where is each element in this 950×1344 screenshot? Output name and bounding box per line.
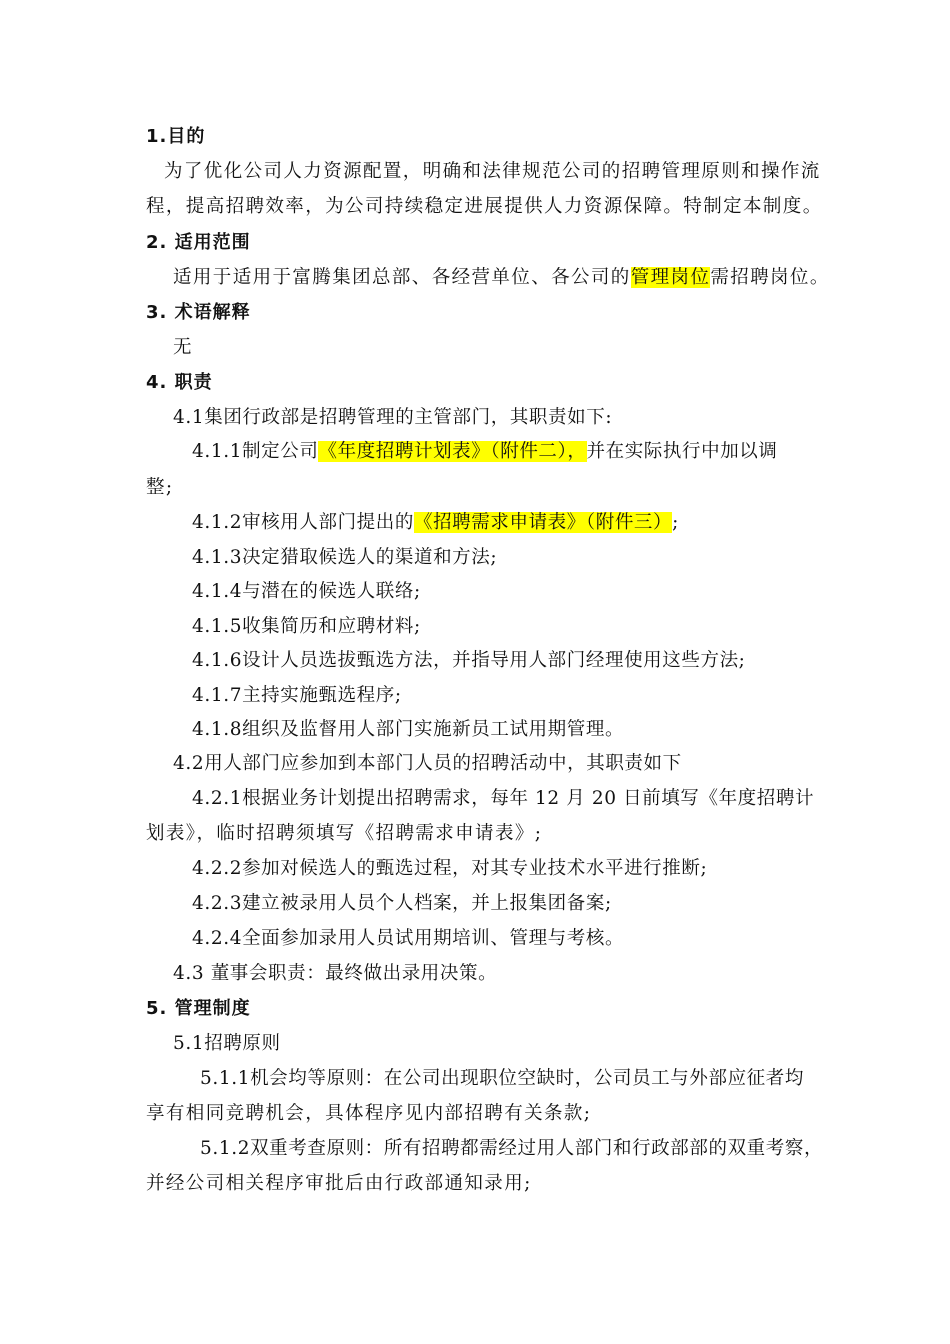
scope-text-post: 需招聘岗位。 xyxy=(710,267,830,288)
item-4-1-2 xyxy=(192,510,679,536)
item-4-1-1 xyxy=(192,439,778,465)
highlight-management-posts: 管理岗位 xyxy=(630,267,711,288)
item-4-2-1-continuation: 划表》，临时招聘须填写《招聘需求申请表》; xyxy=(146,823,543,844)
section-1-heading: 1.目的 xyxy=(146,126,206,147)
item-4-1-8: 4.1.8组织及监督用人部门实施新员工试用期管理。 xyxy=(192,719,625,740)
item-4-1-5: 4.1.5收集简历和应聘材料; xyxy=(192,616,421,637)
item-5-1: 5.1招聘原则 xyxy=(173,1033,281,1054)
section-3-paragraph: 无 xyxy=(173,337,193,358)
section-5-heading: 5. 管理制度 xyxy=(146,998,251,1019)
highlight-demand-request-form: 《招聘需求申请表》（附件三） xyxy=(413,512,673,533)
item-4-3: 4.3 董事会职责：最终做出录用决策。 xyxy=(173,963,498,984)
scope-text-pre: 适用于适用于富腾集团总部、各经营单位、各公司的 xyxy=(173,267,631,288)
item-4-1-1-post: 并在实际执行中加以调 xyxy=(586,441,778,462)
section-2-heading: 2. 适用范围 xyxy=(146,232,251,253)
item-4-1-3: 4.1.3决定猎取候选人的渠道和方法; xyxy=(192,547,498,568)
section-1-paragraph-line-1: 为了优化公司人力资源配置，明确和法律规范公司的招聘管理原则和操作流 xyxy=(164,161,821,182)
item-4-2-3: 4.2.3建立被录用人员个人档案，并上报集团备案; xyxy=(192,893,612,914)
item-5-1-2: 5.1.2双重考查原则：所有招聘都需经过用人部门和行政部部的双重考察， xyxy=(200,1138,824,1159)
item-5-1-1-continuation: 享有相同竞聘机会，具体程序见内部招聘有关条款; xyxy=(146,1103,592,1124)
item-4-2: 4.2用人部门应参加到本部门人员的招聘活动中，其职责如下 xyxy=(173,753,682,774)
item-4-1: 4.1集团行政部是招聘管理的主管部门，其职责如下: xyxy=(173,407,613,428)
item-5-1-1: 5.1.1机会均等原则：在公司出现职位空缺时，公司员工与外部应征者均 xyxy=(200,1068,804,1089)
section-1-paragraph-line-2: 程，提高招聘效率，为公司持续稳定进展提供人力资源保障。特制定本制度。 xyxy=(146,196,823,217)
highlight-annual-plan-form: 《年度招聘计划表》（附件二）， xyxy=(318,441,587,462)
item-4-1-2-post: ; xyxy=(672,512,679,533)
item-4-1-4: 4.1.4与潜在的候选人联络; xyxy=(192,581,421,602)
item-4-1-6: 4.1.6设计人员选拔甄选方法，并指导用人部门经理使用这些方法; xyxy=(192,650,746,671)
item-5-1-2-continuation: 并经公司相关程序审批后由行政部通知录用; xyxy=(146,1173,532,1194)
item-4-1-1-continuation: 整; xyxy=(146,477,174,498)
item-4-2-4: 4.2.4全面参加录用人员试用期培训、管理与考核。 xyxy=(192,928,625,949)
section-2-paragraph xyxy=(173,265,830,291)
section-3-heading: 3. 术语解释 xyxy=(146,302,251,323)
item-4-2-2: 4.2.2参加对候选人的甄选过程，对其专业技术水平进行推断; xyxy=(192,858,708,879)
item-4-1-2-pre: 4.1.2审核用人部门提出的 xyxy=(192,512,414,533)
item-4-1-1-pre: 4.1.1制定公司 xyxy=(192,441,319,462)
section-4-heading: 4. 职责 xyxy=(146,372,213,393)
item-4-2-1: 4.2.1根据业务计划提出招聘需求，每年 12 月 20 日前填写《年度招聘计 xyxy=(192,788,815,809)
item-4-1-7: 4.1.7主持实施甄选程序; xyxy=(192,685,402,706)
